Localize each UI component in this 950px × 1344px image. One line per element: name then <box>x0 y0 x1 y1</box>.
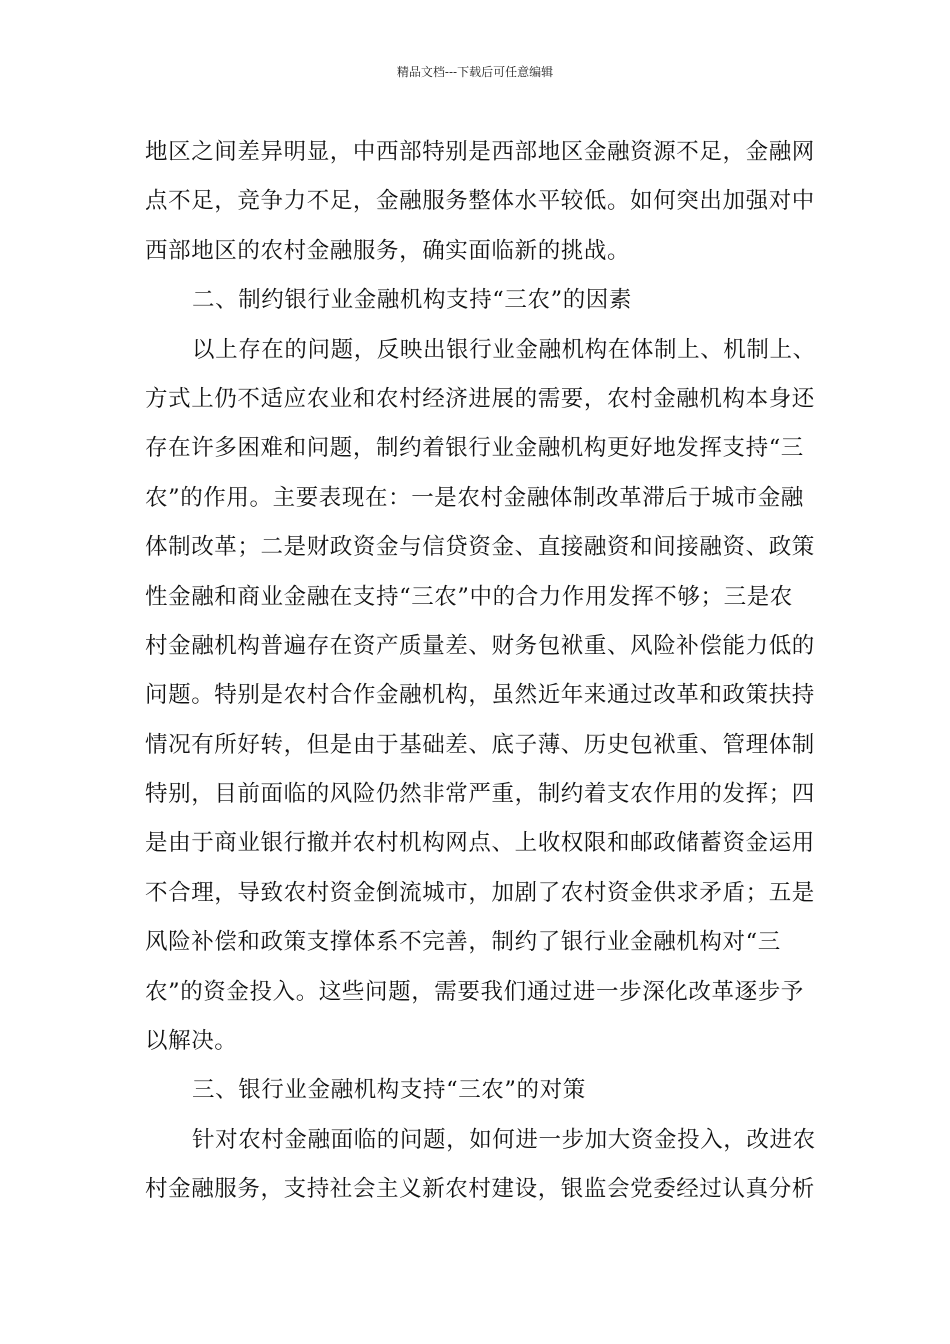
text-line: 体制改革；二是财政资金与信贷资金、直接融资和间接融资、政策 <box>145 534 815 561</box>
text-line: 不合理，导致农村资金倒流城市，加剧了农村资金供求矛盾；五是 <box>145 879 815 906</box>
text-line: 农”的作用。主要表现在：一是农村金融体制改革滞后于城市金融 <box>145 484 804 511</box>
text-line: 存在许多困难和问题，制约着银行业金融机构更好地发挥支持“三 <box>145 435 804 462</box>
text-line: 性金融和商业金融在支持“三农”中的合力作用发挥不够；三是农 <box>145 583 793 610</box>
body-text <box>145 128 816 1215</box>
text-line: 方式上仍不适应农业和农村经济进展的需要，农村金融机构本身还 <box>145 385 815 412</box>
text-line: 风险补偿和政策支撑体系不完善，制约了银行业金融机构对“三 <box>145 929 781 956</box>
text-line: 村金融机构普遍存在资产质量差、财务包袱重、风险补偿能力低的 <box>145 632 815 659</box>
text-line: 以上存在的问题，反映出银行业金融机构在体制上、机制上、 <box>192 336 816 363</box>
text-line: 西部地区的农村金融服务，确实面临新的挑战。 <box>145 237 631 264</box>
text-line: 农”的资金投入。这些问题，需要我们通过进一步深化改革逐步予 <box>145 978 804 1005</box>
section-heading: 三、银行业金融机构支持“三农”的对策 <box>192 1077 586 1104</box>
text-line: 村金融服务，支持社会主义新农村建设，银监会党委经过认真分析 <box>145 1176 815 1203</box>
text-line: 特别，目前面临的风险仍然非常严重，制约着支农作用的发挥；四 <box>145 781 815 808</box>
text-line: 是由于商业银行撤并农村机构网点、上收权限和邮政储蓄资金运用 <box>145 830 815 857</box>
text-line: 地区之间差异明显，中西部特别是西部地区金融资源不足，金融网 <box>145 139 815 165</box>
text-line: 点不足，竞争力不足，金融服务整体水平较低。如何突出加强对中 <box>145 188 815 215</box>
text-line: 情况有所好转，但是由于基础差、底子薄、历史包袱重、管理体制 <box>145 731 815 758</box>
page-header: 精品文档---下载后可任意编辑 <box>396 65 554 79</box>
text-line: 以解决。 <box>145 1028 238 1055</box>
section-heading: 二、制约银行业金融机构支持“三农”的因素 <box>192 287 633 314</box>
text-line: 问题。特别是农村合作金融机构，虽然近年来通过改革和政策扶持 <box>145 682 815 709</box>
text-line: 针对农村金融面临的问题，如何进一步加大资金投入，改进农 <box>192 1126 816 1153</box>
